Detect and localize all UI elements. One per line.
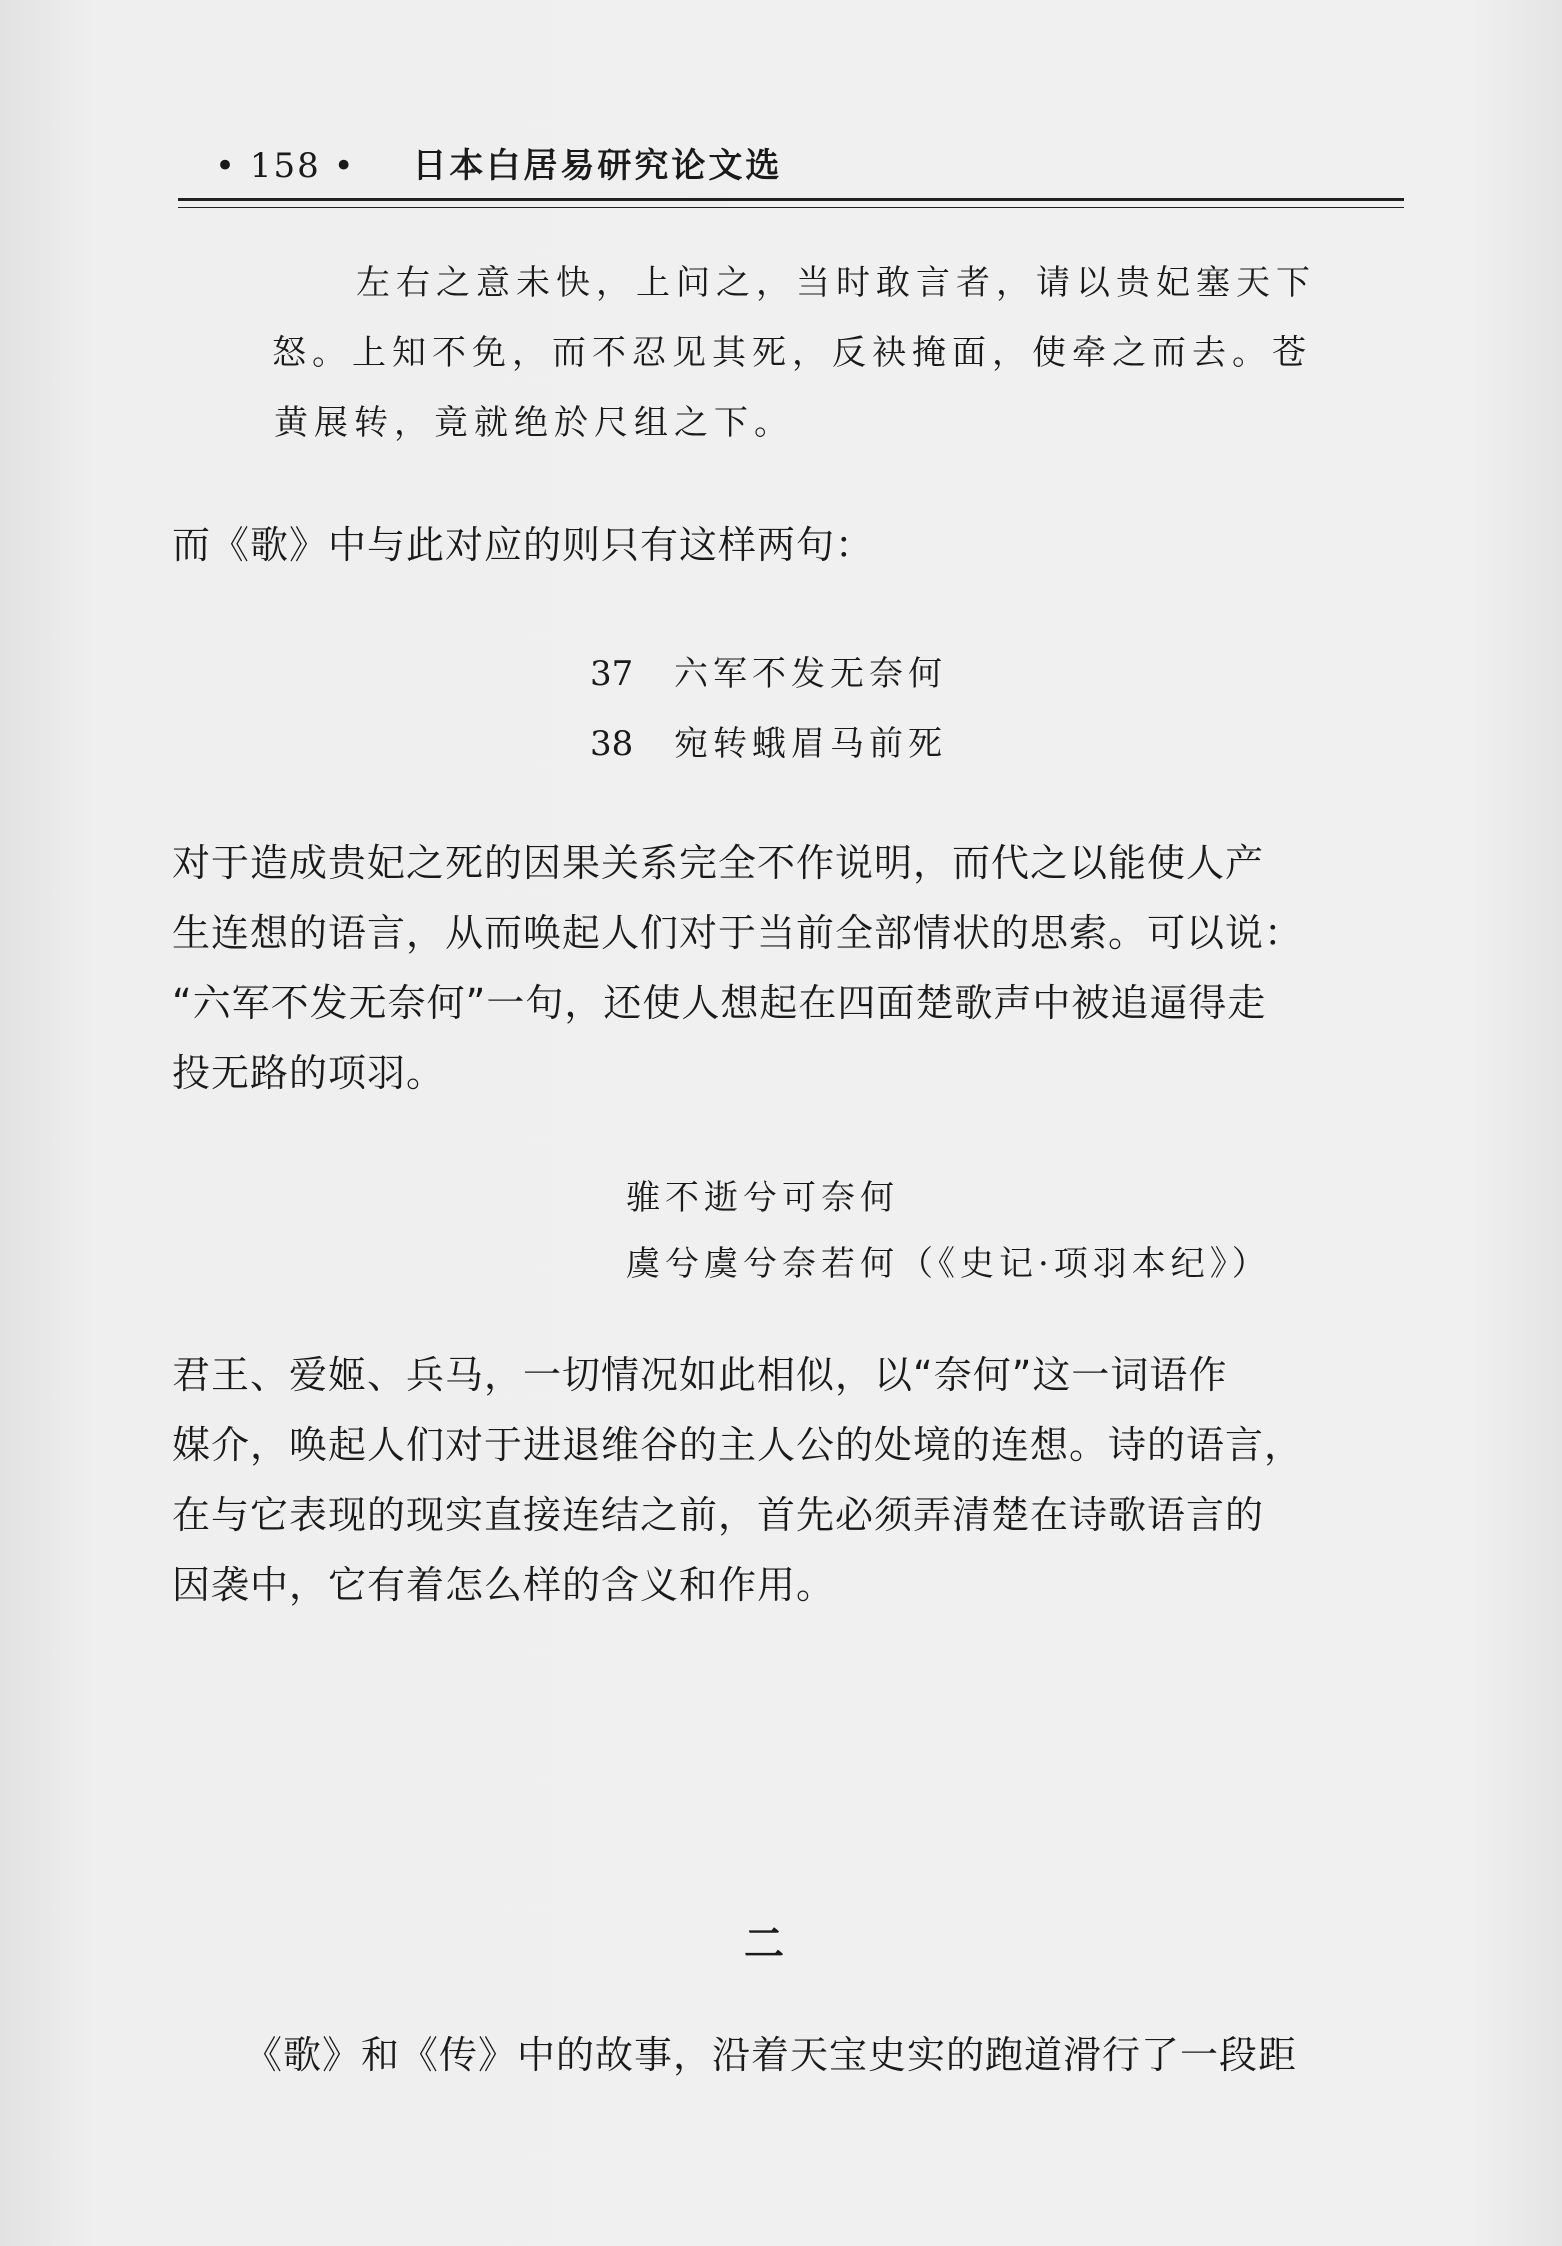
header-rule-thin xyxy=(178,207,1404,208)
verse-number: 37 xyxy=(590,654,634,694)
paragraph-line: 对于造成贵妃之死的因果关系完全不作说明，而代之以能使人产 xyxy=(172,841,1265,885)
paragraph-line: 媒介，唤起人们对于进退维谷的主人公的处境的连想。诗的语言， xyxy=(172,1423,1304,1467)
quote-line: 左右之意未快，上问之，当时敢言者，请以贵妃塞天下 xyxy=(356,263,1316,303)
paragraph-line: 生连想的语言，从而唤起人们对于当前全部情状的思索。可以说： xyxy=(172,911,1304,955)
quote-line: 怒。上知不免，而不忍见其死，反袂掩面，使牵之而去。苍 xyxy=(272,333,1312,373)
header-rule-thick xyxy=(178,198,1404,201)
paragraph-line: 君王、爱姬、兵马，一切情况如此相似，以“奈何”这一词语作 xyxy=(172,1353,1228,1397)
quote-block xyxy=(272,248,1407,458)
poem-line: 虞兮虞兮奈若何（《史记·项羽本纪》） xyxy=(626,1244,1271,1284)
page-number: • 158 • xyxy=(215,146,356,186)
running-header xyxy=(215,138,782,187)
verse-number: 38 xyxy=(590,724,634,764)
verse-line xyxy=(590,646,947,695)
poem-line: 骓不逝兮可奈何 xyxy=(626,1178,899,1218)
last-paragraph: 《歌》和《传》中的故事，沿着天宝史实的跑道滑行了一段距 xyxy=(244,2033,1298,2077)
section-number: 二 xyxy=(744,1921,784,1967)
main-paragraph xyxy=(172,828,1412,1108)
paragraph-line: 投无路的项羽。 xyxy=(172,1051,446,1095)
paragraph-line: 在与它表现的现实直接连结之前，首先必须弄清楚在诗歌语言的 xyxy=(172,1493,1265,1537)
verse-text: 六军不发无奈何 xyxy=(674,654,947,694)
book-title: 日本白居易研究论文选 xyxy=(412,146,783,186)
verse-line xyxy=(590,716,947,765)
paragraph-line: 因袭中，它有着怎么样的含义和作用。 xyxy=(172,1563,836,1607)
paragraph-line: “六军不发无奈何”一句，还使人想起在四面楚歌声中被追逼得走 xyxy=(172,981,1267,1025)
quote-line: 黄展转，竟就绝於尺组之下。 xyxy=(274,403,794,443)
intro-paragraph: 而《歌》中与此对应的则只有这样两句： xyxy=(172,523,875,567)
verse-text: 宛转蛾眉马前死 xyxy=(674,724,947,764)
second-paragraph xyxy=(172,1340,1412,1620)
